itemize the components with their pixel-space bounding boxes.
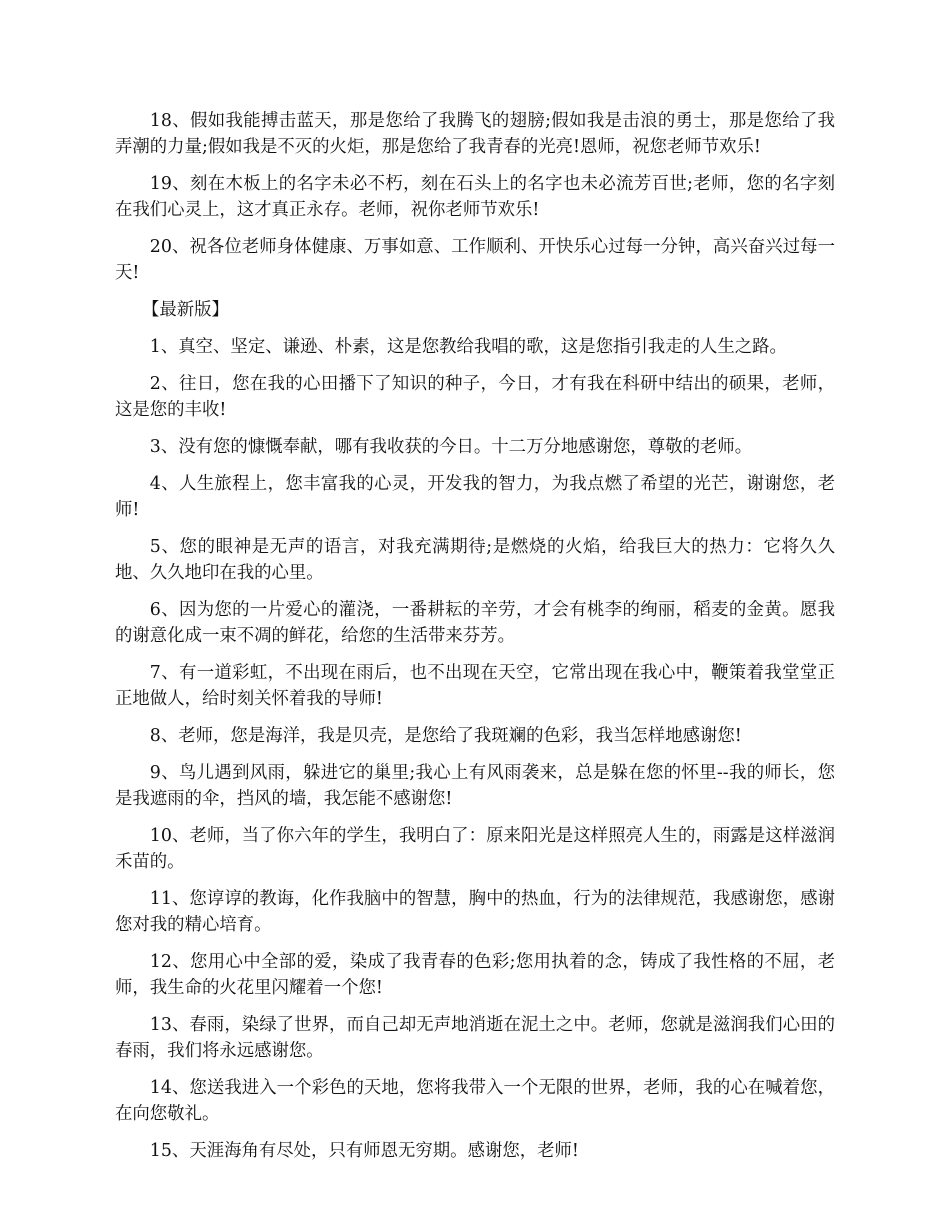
paragraph-9: 9、鸟儿遇到风雨，躲进它的巢里;我心上有风雨袭来，总是躲在您的怀里--我的师长，您是我遮雨的伞，挡风的墙，我怎能不感谢您! [115, 763, 835, 809]
paragraph-15: 15、天涯海角有尽处，只有师恩无穷期。感谢您，老师! [149, 1141, 579, 1161]
paragraph-6: 6、因为您的一片爱心的灌浇，一番耕耘的辛劳，才会有桃李的绚丽，稻麦的金黄。愿我的谢意化成一束不凋的鲜花，给您的生活带来芬芳。 [115, 600, 835, 646]
paragraph-20: 20、祝各位老师身体健康、万事如意、工作顺利、开快乐心过每一分钟，高兴奋兴过每一天! [115, 237, 835, 283]
paragraph-18: 18、假如我能搏击蓝天，那是您给了我腾飞的翅膀;假如我是击浪的勇士，那是您给了我弄潮的力量;假如我是不灭的火炬，那是您给了我青春的光亮!恩师，祝您老师节欢乐! [115, 111, 835, 157]
paragraph-8: 8、老师，您是海洋，我是贝壳，是您给了我斑斓的色彩，我当怎样地感谢您! [149, 726, 742, 746]
paragraph-11: 11、您谆谆的教诲，化作我脑中的智慧，胸中的热血，行为的法律规范，我感谢您，感谢您对我的精心培育。 [115, 889, 835, 935]
section-heading: 【最新版】 [141, 300, 229, 320]
paragraph-10: 10、老师，当了你六年的学生，我明白了：原来阳光是这样照亮人生的，雨露是这样滋润禾苗的。 [115, 826, 835, 872]
paragraph-7: 7、有一道彩虹，不出现在雨后，也不出现在天空，它常出现在我心中，鞭策着我堂堂正正地做人，给时刻关怀着我的导师! [115, 663, 835, 709]
paragraph-14: 14、您送我进入一个彩色的天地，您将我带入一个无限的世界，老师，我的心在喊着您，在向您敬礼。 [115, 1078, 835, 1124]
paragraph-1: 1、真空、坚定、谦逊、朴素，这是您教给我唱的歌，这是您指引我走的人生之路。 [149, 337, 787, 357]
paragraph-4: 4、人生旅程上，您丰富我的心灵，开发我的智力，为我点燃了希望的光芒，谢谢您，老师! [115, 474, 835, 520]
paragraph-19: 19、刻在木板上的名字未必不朽，刻在石头上的名字也未必流芳百世;老师，您的名字刻在我们心灵上，这才真正永存。老师，祝你老师节欢乐! [115, 174, 835, 220]
paragraph-3: 3、没有您的慷慨奉献，哪有我收获的今日。十二万分地感谢您，尊敬的老师。 [149, 437, 753, 457]
paragraph-13: 13、春雨，染绿了世界，而自己却无声地消逝在泥土之中。老师，您就是滋润我们心田的春雨，我们将永远感谢您。 [115, 1015, 835, 1061]
paragraph-12: 12、您用心中全部的爱，染成了我青春的色彩;您用执着的念，铸成了我性格的不屈，老师，我生命的火花里闪耀着一个您! [115, 952, 835, 998]
document-body [115, 108, 835, 1175]
paragraph-2: 2、往日，您在我的心田播下了知识的种子，今日，才有我在科研中结出的硕果，老师，这是您的丰收! [115, 374, 835, 420]
paragraph-5: 5、您的眼神是无声的语言，对我充满期待;是燃烧的火焰，给我巨大的热力：它将久久地、久久地印在我的心里。 [115, 537, 835, 583]
